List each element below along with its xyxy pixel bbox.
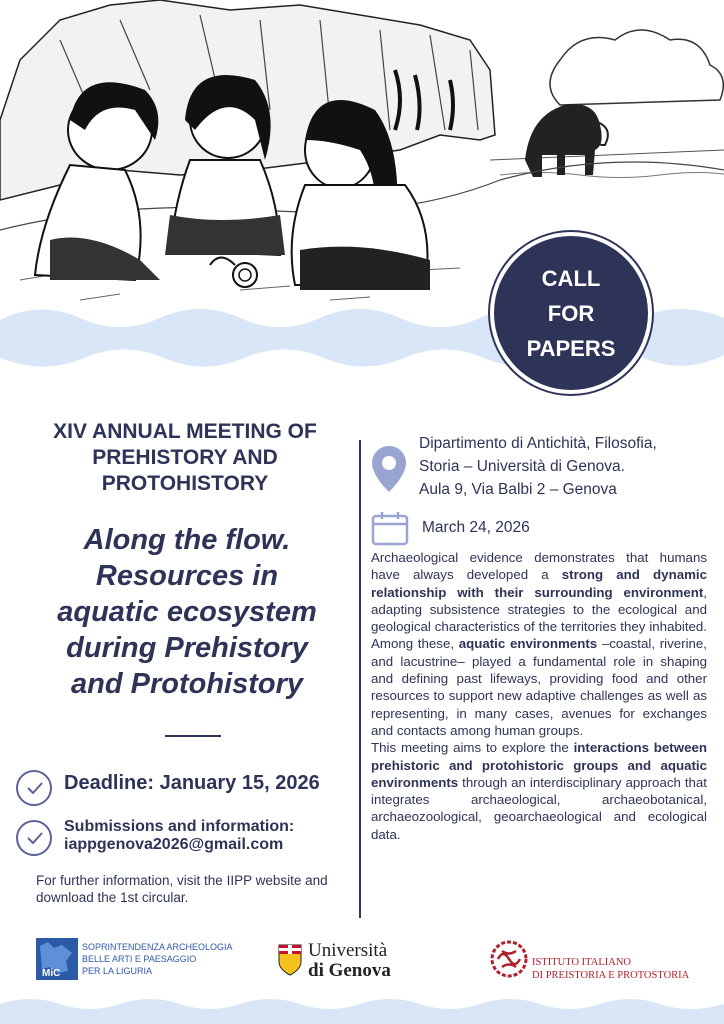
abstract-text-run: This meeting aims to explore the xyxy=(371,740,574,756)
theme-title-line: and Protohistory xyxy=(70,668,303,700)
submissions-info xyxy=(64,818,294,854)
abstract-text-run: , adapting subsistence strategies to the ecological and geological characteristics of the territories they inhabited. Among these, xyxy=(371,584,707,652)
abstract-text-run: –coastal, riverine, and lacustrine– played a fundamental role in shaping and defining past lifeways, providing food and other resources to support new adaptive challenges as well as representing, in many cases, avenues for exchanges and contacts among human groups. xyxy=(371,636,708,738)
submissions-email[interactable]: iappgenova2026@gmail.com xyxy=(64,836,284,853)
venue-address xyxy=(419,432,657,501)
mic-logo xyxy=(36,938,78,980)
soprintendenza-text xyxy=(82,941,233,977)
unige-line: di Genova xyxy=(308,960,391,981)
location-pin-icon xyxy=(370,444,408,494)
cfp-line-3: PAPERS xyxy=(526,335,616,361)
venue-line: Storia – Università di Genova. xyxy=(419,458,625,475)
theme-title-line: aquatic ecosystem xyxy=(57,596,317,628)
submissions-label: Submissions and information: xyxy=(64,818,295,835)
iipp-line: DI PREISTORIA E PROTOSTORIA xyxy=(532,970,690,981)
further-info-text: For further information, visit the IIPP website and download the 1st circular. xyxy=(36,873,328,905)
mic-mark: MiC xyxy=(42,968,61,979)
meeting-title xyxy=(10,419,360,497)
venue-line: Aula 9, Via Balbi 2 – Genova xyxy=(419,481,617,498)
abstract-text-run: through an interdisciplinary approach that integrates archaeological, archaeobotanical, archaeozoological, geoarchaeological and ecological data. xyxy=(371,774,707,842)
abstract-bold-run: aquatic environments xyxy=(458,636,598,652)
meeting-title-line: PROTOHISTORY xyxy=(101,472,269,495)
theme-title xyxy=(14,522,360,702)
footer-wave xyxy=(0,994,724,1024)
call-for-papers-badge xyxy=(490,232,652,394)
soprintendenza-line: PER LA LIGURIA xyxy=(82,966,153,976)
abstract-bold-run: interactions between prehistoric and protohistoric groups and aquatic environments xyxy=(371,740,707,790)
check-circle-icon xyxy=(16,770,52,806)
abstract-bold-run: strong and dynamic relationship with their surrounding environment xyxy=(371,567,707,600)
calendar-icon xyxy=(371,510,409,546)
iipp-logo-text xyxy=(532,956,689,982)
cfp-line-1: CALL xyxy=(541,265,601,291)
deadline-text: Deadline: January 15, 2026 xyxy=(64,772,320,794)
iipp-line: ISTITUTO ITALIANO xyxy=(532,957,631,968)
soprintendenza-line: SOPRINTENDENZA ARCHEOLOGIA xyxy=(82,942,233,952)
theme-title-line: during Prehistory xyxy=(66,632,308,664)
theme-title-line: Resources in xyxy=(95,560,279,592)
unige-logo-text xyxy=(308,941,391,981)
cfp-line-2: FOR xyxy=(547,300,595,326)
unige-line: Università xyxy=(308,940,388,961)
theme-title-line: Along the flow. xyxy=(83,524,291,556)
soprintendenza-line: BELLE ARTI E PAESAGGIO xyxy=(82,954,197,964)
venue-line: Dipartimento di Antichità, Filosofia, xyxy=(419,435,657,452)
meeting-title-line: PREHISTORY AND xyxy=(92,446,278,469)
abstract-text-run: Archaeological evidence demonstrates that humans have always developed a xyxy=(371,550,707,583)
abstract-text xyxy=(371,549,707,843)
iipp-emblem-icon xyxy=(488,939,530,979)
section-divider xyxy=(165,735,221,737)
check-circle-icon xyxy=(16,820,52,856)
column-divider xyxy=(359,440,361,918)
unige-shield-icon xyxy=(278,944,302,976)
event-date: March 24, 2026 xyxy=(422,519,530,536)
meeting-title-line: XIV ANNUAL MEETING OF xyxy=(53,420,317,443)
